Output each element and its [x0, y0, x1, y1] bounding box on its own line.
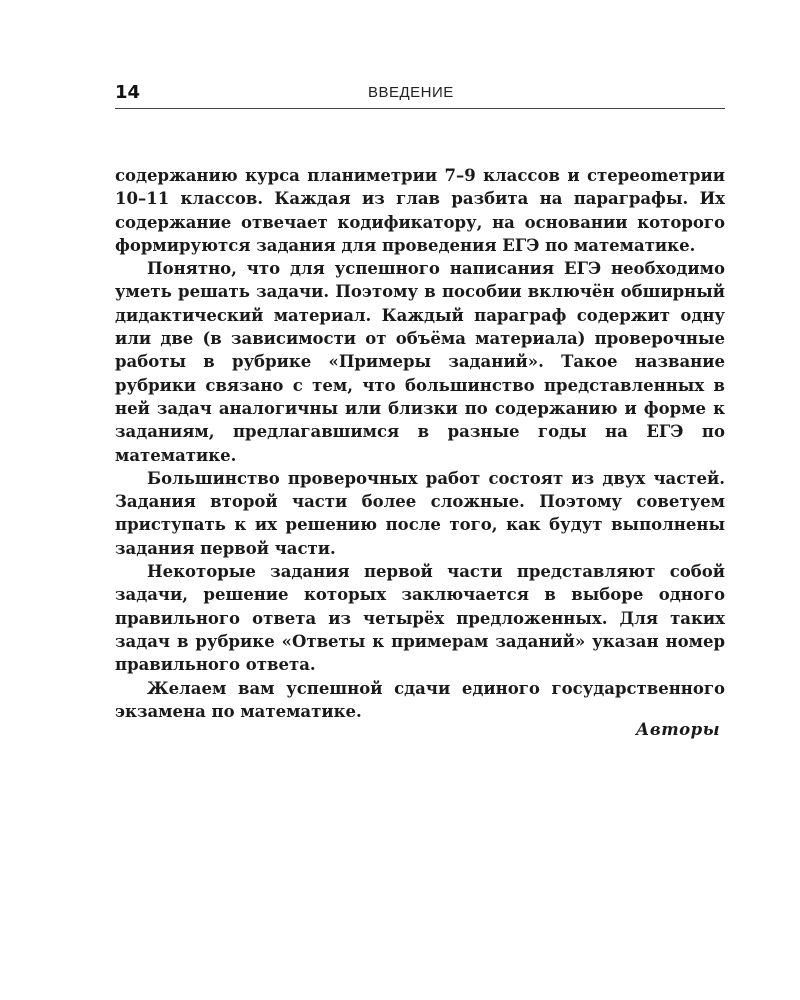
paragraph-continuation: содержанию курса планиметрии 7–9 классов и стереоmетрии 10–11 классов. Каждая из глав разбита на параграфы. Их содержание отвечает кодификатору, на основании которого формируются задания для проведения ЕГЭ по математике.	[115, 166, 725, 255]
page-number: 14	[115, 82, 141, 103]
paragraph: Большинство проверочных работ состоят из двух частей. Задания второй части более сложные. Поэтому советуем приступать к их решению после того, как будут выполнены задания первой части.	[115, 468, 725, 558]
paragraph: Желаем вам успешной сдачи единого государственного экзамена по математике.	[115, 678, 725, 721]
section-title: ВВЕДЕНИЕ	[368, 84, 454, 101]
signature-authors: Авторы	[635, 720, 720, 739]
paragraph: Некоторые задания первой части представляют собой задачи, решение которых заключается в выборе одного правильного ответа из четырёх предложенных. Для таких задач в рубрике «Ответы к примерам заданий» указан номер правильного ответа.	[115, 562, 725, 675]
body-text	[115, 164, 725, 723]
running-head	[115, 80, 725, 109]
paragraph: Понятно, что для успешного написания ЕГЭ необходимо уметь решать задачи. Поэтому в пособии включён обширный дидактический материал. Каждый параграф содержит одну или две (в зависимости от объёма материала) проверочные работы в рубрике «Примеры заданий». Такое название рубрики связано с тем, что большинство представленных в ней задач аналогичны или близки по содержанию и форме к заданиям, предлагавшимся в разные годы на ЕГЭ по математике.	[115, 259, 725, 465]
